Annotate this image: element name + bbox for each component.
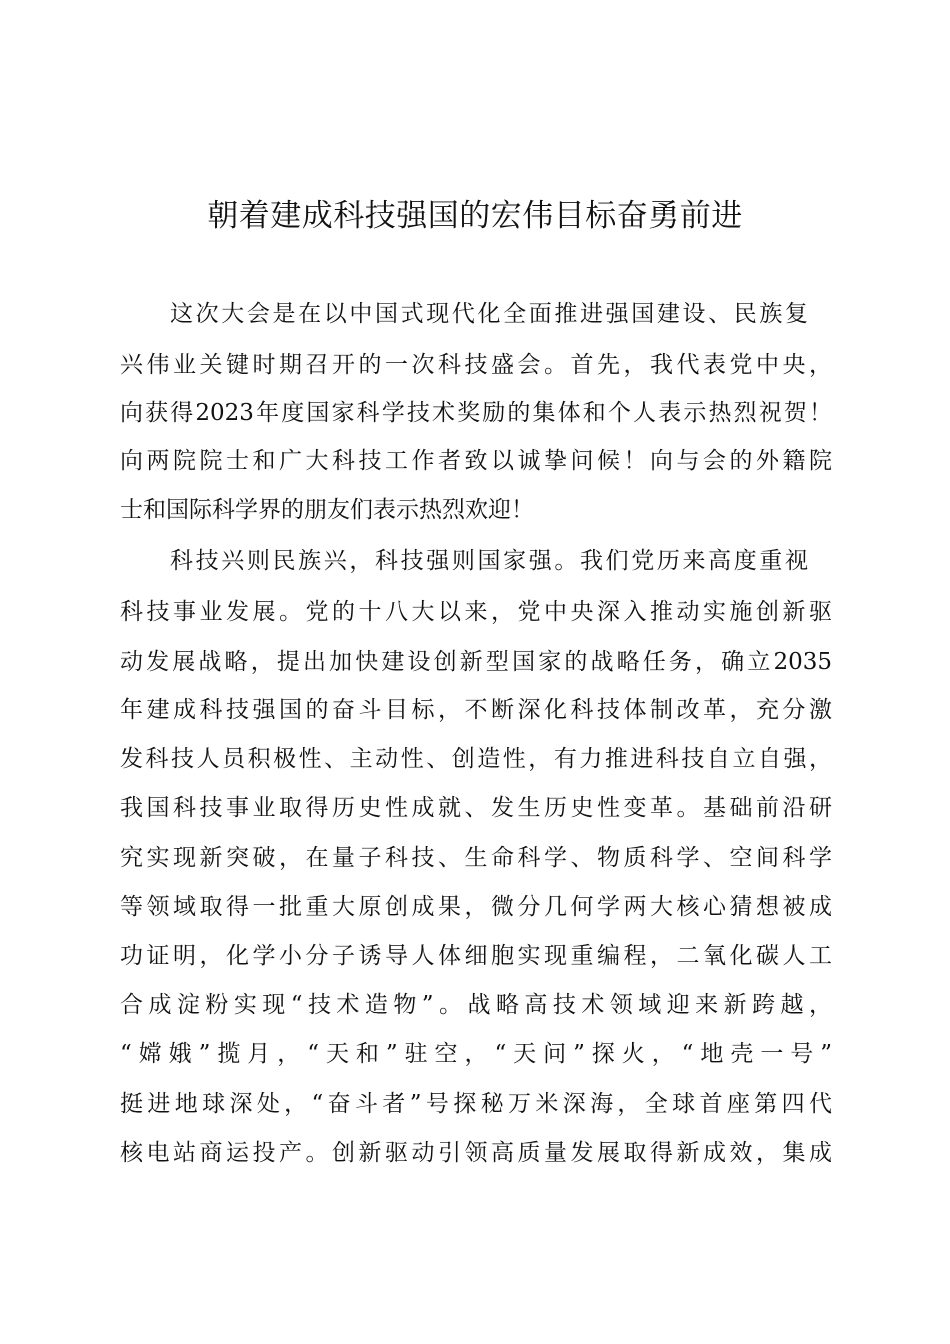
paragraph-2-line-4: 年建成科技强国的奋斗目标，不断深化科技体制改革，充分激	[120, 697, 832, 723]
paragraph-2-line-11: “嫦娥”揽月，“天和”驻空，“天问”探火，“地壳一号”	[120, 1041, 832, 1067]
paragraph-2-line-3: 动发展战略，提出加快建设创新型国家的战略任务，确立2035	[120, 649, 832, 675]
document-title: 朝着建成科技强国的宏伟目标奋勇前进	[207, 198, 743, 234]
paragraph-2-line-13: 核电站商运投产。创新驱动引领高质量发展取得新成效，集成	[120, 1140, 832, 1166]
paragraph-2-line-5: 发科技人员积极性、主动性、创造性，有力推进科技自立自强，	[120, 746, 832, 772]
paragraph-2-line-6: 我国科技事业取得历史性成就、发生历史性变革。基础前沿研	[120, 795, 832, 821]
paragraph-2-line-12: 挺进地球深处，“奋斗者”号探秘万米深海，全球首座第四代	[120, 1091, 832, 1117]
paragraph-1-line-5: 士和国际科学界的朋友们表示热烈欢迎！	[120, 497, 534, 523]
paragraph-1-line-1: 这次大会是在以中国式现代化全面推进强国建设、民族复	[170, 301, 808, 327]
paragraph-1-line-2: 兴伟业关键时期召开的一次科技盛会。首先，我代表党中央，	[120, 352, 832, 378]
paragraph-1-line-4: 向两院院士和广大科技工作者致以诚挚问候！向与会的外籍院	[120, 448, 832, 474]
paragraph-2-line-2: 科技事业发展。党的十八大以来，党中央深入推动实施创新驱	[120, 599, 832, 625]
paragraph-2-line-7: 究实现新突破，在量子科技、生命科学、物质科学、空间科学	[120, 845, 832, 871]
paragraph-2-line-10: 合成淀粉实现“技术造物”。战略高技术领域迎来新跨越，	[120, 992, 832, 1018]
paragraph-2-line-8: 等领域取得一批重大原创成果，微分几何学两大核心猜想被成	[120, 894, 832, 920]
paragraph-2-line-9: 功证明，化学小分子诱导人体细胞实现重编程，二氧化碳人工	[120, 943, 832, 969]
paragraph-1-line-3: 向获得2023年度国家科学技术奖励的集体和个人表示热烈祝贺！	[120, 400, 832, 426]
paragraph-2-line-1: 科技兴则民族兴，科技强则国家强。我们党历来高度重视	[170, 548, 808, 574]
